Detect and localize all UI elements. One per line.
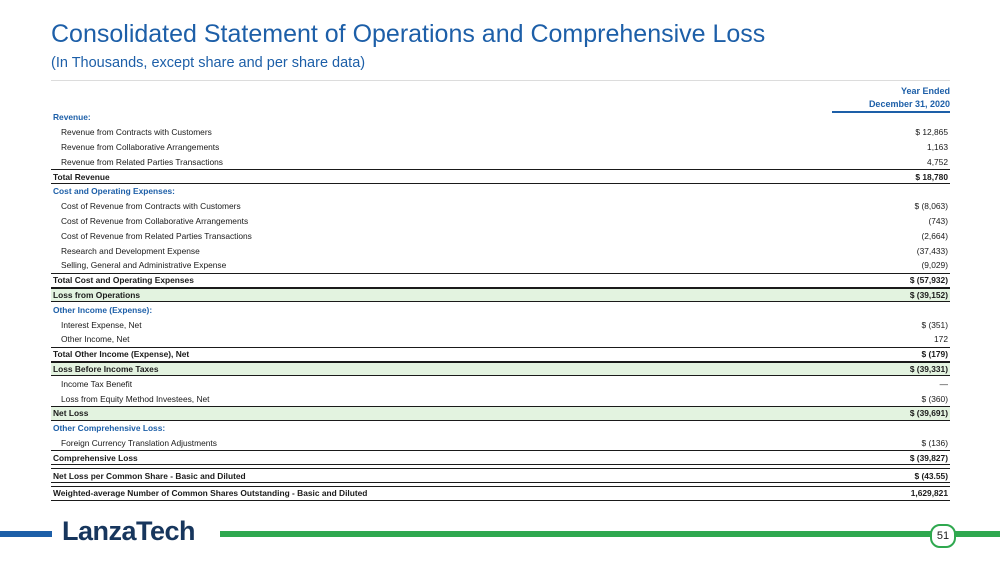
column-header-line2: December 31, 2020 [868,99,950,109]
row-label: Loss Before Income Taxes [53,363,159,374]
statement-row [51,468,950,483]
row-label: Other Income (Expense): [53,304,153,315]
statement-row [51,347,950,362]
row-value: 172 [934,334,948,345]
row-value: $ (179) [921,349,948,360]
row-value: $ (8,063) [914,201,948,212]
statement-row [51,376,950,391]
row-label: Net Loss per Common Share - Basic and Diluted [53,470,246,481]
row-value: $ 12,865 [915,127,948,138]
column-header-underline [832,111,950,113]
row-label: Revenue from Collaborative Arrangements [61,141,220,152]
statement-row [51,391,950,406]
row-value: (9,029) [921,260,948,271]
page-title: Consolidated Statement of Operations and Comprehensive Loss [51,20,766,48]
column-header-line1: Year Ended [900,86,950,96]
row-label: Revenue from Contracts with Customers [61,127,212,138]
statement-row [51,317,950,332]
row-label: Comprehensive Loss [53,452,138,463]
row-value: 1,163 [927,141,948,152]
row-label: Net Loss [53,408,89,419]
row-label: Selling, General and Administrative Expense [61,260,227,271]
row-label: Cost of Revenue from Related Parties Transactions [61,230,252,241]
row-value: 1,629,821 [910,488,948,499]
statement-row [51,214,950,229]
row-value: $ (57,932) [909,275,948,286]
row-label: Revenue from Related Parties Transactions [61,156,223,167]
row-value: $ (43.55) [914,470,948,481]
statement-row [51,288,950,303]
statement-row [51,125,950,140]
row-label: Loss from Operations [53,289,141,300]
row-label: Interest Expense, Net [61,319,142,330]
statement-row [51,436,950,451]
row-value: $ (39,331) [909,363,948,374]
statement-row [51,110,950,125]
top-divider [51,80,950,81]
statement-row [51,184,950,199]
row-value: $ (39,827) [909,452,948,463]
statement-row [51,169,950,184]
row-value: (37,433) [916,245,948,256]
statement-row [51,406,950,421]
row-label: Cost of Revenue from Collaborative Arrangements [61,215,249,226]
statement-row [51,302,950,317]
row-value: $ (39,152) [909,289,948,300]
statement-row [51,258,950,273]
row-value: $ (351) [921,319,948,330]
row-label: Other Income, Net [61,334,130,345]
statement-row [51,421,950,436]
row-value: $ (39,691) [909,408,948,419]
row-value: $ (360) [921,393,948,404]
row-label: Weighted-average Number of Common Shares Outstanding - Basic and Diluted [53,488,368,499]
column-header [830,85,950,111]
statement-row [51,486,950,501]
row-value: — [939,378,948,389]
row-label: Income Tax Benefit [61,378,133,389]
footer-bar-right [220,531,1000,537]
footer-bar-left [0,531,52,537]
statement-row [51,332,950,347]
row-value: $ (136) [921,437,948,448]
row-value: $ 18,780 [915,171,948,182]
statement-row [51,228,950,243]
row-label: Foreign Currency Translation Adjustments [61,437,217,448]
statement-row [51,140,950,155]
row-label: Revenue: [53,112,91,123]
row-label: Total Revenue [53,171,110,182]
lanzatech-logo: LanzaTech [60,516,201,547]
statement-row [51,362,950,377]
row-label: Cost of Revenue from Contracts with Customers [61,201,241,212]
statement-row [51,450,950,465]
page-number-badge: 51 [930,524,956,548]
row-label: Other Comprehensive Loss: [53,423,166,434]
row-value: 4,752 [927,156,948,167]
row-label: Total Other Income (Expense), Net [53,349,190,360]
row-label: Total Cost and Operating Expenses [53,275,194,286]
row-label: Research and Development Expense [61,245,200,256]
row-value: (743) [928,215,948,226]
row-label: Cost and Operating Expenses: [53,186,175,197]
statement-row [51,154,950,169]
page-subtitle: (In Thousands, except share and per share data) [51,55,366,71]
statement-table [51,110,950,501]
row-label: Loss from Equity Method Investees, Net [61,393,210,404]
row-value: (2,664) [921,230,948,241]
statement-row [51,273,950,288]
statement-row [51,199,950,214]
statement-row [51,243,950,258]
